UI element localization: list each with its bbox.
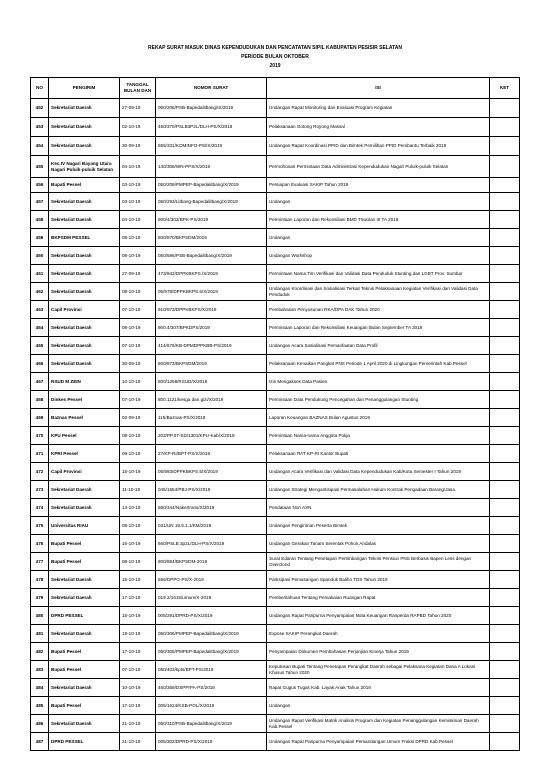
row-no: 453 [31,118,49,137]
table-row [31,193,520,211]
row-isi: Partisipasi Pemasangan Spanduk Baliho TDS Tahun 2019 [267,571,490,589]
row-isi: Pelaksanaan Gotong Royong Massal [267,118,490,137]
row-no: 470 [31,427,49,445]
row-no: 484 [31,679,49,697]
row-tanggal: 08-10-19 [120,247,156,265]
row-ket [490,137,520,156]
row-no: 471 [31,445,49,463]
row-tanggal: 17-10-19 [120,697,156,715]
row-tanggal: 27-09-19 [120,265,156,283]
table-row [31,283,520,301]
table-row [31,301,520,319]
row-pengirim: BKPSDM PESSEL [49,229,120,247]
row-no: 477 [31,553,49,571]
row-nomor-surat: 05/993/DPPKBKPS.5/X/2019 [156,463,267,481]
row-pengirim: Sekretariat Daerah [49,625,120,643]
row-isi: Persiapan Evaluasi SAKIP Tahun 2019 [267,178,490,193]
row-no: 485 [31,697,49,715]
row-isi: Pelaksanaan Kenaikan Pangkat PNS Periode 1 April 2020 di Lingkungan Pemerintah Kab.Pessel [267,355,490,373]
row-isi: Expose SAKIP Perangkat Daerah [267,625,490,643]
document-period: PERIODE BULAN OKTOBER [241,54,309,60]
row-pengirim: Kec.IV Nagari Bayang Utara Nagari Puluik-puluik Selatan [49,156,120,178]
table-row [31,571,520,589]
row-pengirim: RSUD M ZEIN [49,373,120,391]
row-isi: Undangan Koordinasi dan Sosialisasi Terkait Teknis Pelaksanaan Kegiatan Verifikasi dan Validasi Data Penduduk [267,283,490,301]
row-no: 483 [31,661,49,679]
row-nomor-surat: 045/1554/PBJ-PS/X/2019 [156,481,267,499]
row-pengirim: Sekretariat Daerah [49,211,120,229]
row-isi: Pendataan Non ASN [267,499,490,517]
row-no: 487 [31,733,49,751]
row-ket [490,193,520,211]
row-tanggal: 16-10-19 [120,535,156,553]
row-ket [490,211,520,229]
row-ket [490,517,520,535]
row-pengirim: Dinkes Pessel [49,391,120,409]
row-pengirim: Bupati Pessel [49,178,120,193]
row-no: 469 [31,409,49,427]
table-row [31,589,520,607]
row-nomor-surat: 031/UN 19.5.1.1/KM/2019 [156,517,267,535]
row-isi: Permintaan Laporan dan Rekonsiliasi Keuangan Bulan September TA 2019 [267,319,490,337]
row-no: 486 [31,715,49,733]
table-row [31,535,520,553]
row-ket [490,481,520,499]
row-ket [490,178,520,193]
row-isi: Permintaan Data Pendukung Pencegahan dan Penanggulangan Stunting [267,391,490,409]
row-pengirim: Sekretariat Daerah [49,118,120,137]
row-tanggal: 02-09-19 [120,409,156,427]
row-no: 473 [31,481,49,499]
row-no: 468 [31,391,49,409]
row-isi: Rapat Gugus Tugas Kab. Layak Anak Tahun 2019 [267,679,490,697]
table-row [31,229,520,247]
row-isi: Permintaan Nama Tim Verifikasi dan Validasi Data Penduduk Stunting dan LGBT Prov. Sumbar [267,265,490,283]
row-no: 464 [31,319,49,337]
table-row [31,733,520,751]
row-ket [490,229,520,247]
row-ket [490,571,520,589]
row-no: 452 [31,99,49,118]
table-row [31,427,520,445]
row-no: 456 [31,178,49,193]
row-nomor-surat: 556/DPPO-PS/X-2019 [156,571,267,589]
table-row [31,499,520,517]
row-tanggal: 07-10-19 [120,391,156,409]
table-row [31,643,520,661]
row-no: 475 [31,517,49,535]
row-tanggal: 30-09-19 [120,137,156,156]
row-ket [490,733,520,751]
row-tanggal: 03-10-19 [120,193,156,211]
table-row [31,211,520,229]
row-pengirim: KPRI Pessel [49,445,120,463]
row-no: 474 [31,499,49,517]
row-no: 458 [31,211,49,229]
row-isi: Permintaan Laporan dan Rekonsiliasi BMD Triwulan III TA 2019 [267,211,490,229]
row-isi: Undangan Rapat Monitoring dan Evaluasi Program Kegiatan [267,99,490,118]
row-isi: Pembahasan Penyusunan RKA/DPA DAK Tahun 2020 [267,301,490,319]
row-tanggal: 09-10-19 [120,445,156,463]
row-nomor-surat: 414/678/KB-DPMDPPKBB-PS/2019 [156,337,267,355]
row-pengirim: DPRD PESSEL [49,733,120,751]
row-tanggal: 03-10-19 [120,178,156,193]
row-pengirim: Sekretariat Daerah [49,481,120,499]
row-pengirim: Sekretariat Daerah [49,499,120,517]
row-nomor-surat: 005/291/DPRD-PS/X/2019 [156,607,267,625]
row-isi: Laporan Keuangan BAZNAS Bulan Agustus 2019 [267,409,490,427]
row-isi: Surat Edaran Tentang Penetapan Pertimbangan Teknis Pensiun PNS Berbasis Bapen Less dengan Overclond [267,553,490,571]
table-row [31,607,520,625]
row-isi: Permohonan Permintaan Data Administrasi Kependudukan Nagari Puluik-puluik Selatan [267,156,490,178]
row-tanggal: 02-10-19 [120,118,156,137]
row-tanggal: 27-09-19 [120,99,156,118]
row-tanggal: 04-10-19 [120,211,156,229]
row-isi: Undangan [267,229,490,247]
row-pengirim: Universitas RIAU [49,517,120,535]
table-row [31,463,520,481]
row-tanggal: 07-10-19 [120,301,156,319]
table-row [31,99,520,118]
row-ket [490,391,520,409]
row-no: 481 [31,625,49,643]
row-nomor-surat: 900.4/307/BPKDPS/2019 [156,319,267,337]
row-pengirim: Sekretariat Daerah [49,589,120,607]
row-ket [490,643,520,661]
table-row [31,445,520,463]
row-ket [490,715,520,733]
row-pengirim: Sekretariat Daerah [49,283,120,301]
row-nomor-surat: 005/302/DPRD-PS/X/2019 [156,733,267,751]
row-pengirim: Bupati Pessel [49,535,120,553]
row-pengirim: Sekretariat Daerah [49,247,120,265]
row-no: 476 [31,535,49,553]
row-no: 454 [31,137,49,156]
row-no: 455 [31,156,49,178]
row-ket [490,355,520,373]
row-tanggal: 11-10-19 [120,481,156,499]
row-nomor-surat: 560/344/Nakertrans/X/2019 [156,499,267,517]
row-tanggal: 08-10-19 [120,229,156,247]
header-ket: KET [490,78,520,99]
row-nomor-surat: 910/973/DPPKBKPS/X/2019 [156,301,267,319]
row-pengirim: Sekretariat Daerah [49,99,120,118]
table-row [31,137,520,156]
row-no: 466 [31,355,49,373]
row-isi: Undangan Pengiriman Peserta Bimtek [267,517,490,535]
row-ket [490,697,520,715]
row-nomor-surat: 050/305/PMPEP-Bapedalitbang/X/2019 [156,643,267,661]
row-tanggal: 15-10-19 [120,607,156,625]
row-pengirim: Sekretariat Daerah [49,715,120,733]
row-ket [490,373,520,391]
row-ket [490,265,520,283]
row-ket [490,319,520,337]
document-title: REKAP SURAT MASUK DINAS KEPENDUDUKAN DAN PENCATATAN SIPIL KABUPATEN PESISIR SELATAN [148,45,402,51]
row-tanggal: 08-10-19 [120,283,156,301]
row-isi: Undangan [267,193,490,211]
row-isi: Undangan Strategi Mengantisipasi Permasalahan Hukum Kontrak Pengadaan Barang/Jasa [267,481,490,499]
table-header-row [31,78,520,99]
table-row [31,697,520,715]
row-nomor-surat: 050/403/kpts/BPT-PS/2019 [156,661,267,679]
row-isi: Izin Mengakses Data Pasien [267,373,490,391]
row-tanggal: 08-10-19 [120,553,156,571]
row-tanggal: 07-10-19 [120,337,156,355]
row-ket [490,301,520,319]
row-isi: Pemberitahuan Tentang Pemakaian Ruangan Rapat [267,589,490,607]
table-row [31,553,520,571]
row-isi: Undangan Rapat Paripurna Penyampaian Nota Keuangan Ranperda RAPBD Tahun 2020 [267,607,490,625]
table-row [31,156,520,178]
header-pengirim: PENGIRIM [49,78,120,99]
row-nomor-surat: 27/KP-RI/BPT-PS/X/2019 [156,445,267,463]
row-nomor-surat: 460/370/PSLB3P2L/DLH-PS/X/2019 [156,118,267,137]
table-row [31,178,520,193]
row-tanggal: 08-10-19 [120,427,156,445]
row-nomor-surat: 800/884/BKPSDM-2019 [156,553,267,571]
row-no: 460 [31,247,49,265]
row-no: 462 [31,283,49,301]
row-tanggal: 04-10-19 [120,156,156,178]
row-nomor-surat: 555/331/KOMINFO-PS/IX/2019 [156,137,267,156]
row-pengirim: Sekretariat Daerah [49,571,120,589]
row-pengirim: Capil Provinsi [49,301,120,319]
row-isi: Undangan Acara Verifikasi dan Validasi Data Kependudukan Kab/Kota Semester I Tahun 2019 [267,463,490,481]
row-nomor-surat: 05/978/DPPKBKPS.5/X/2019 [156,283,267,301]
row-tanggal: 21-10-19 [120,715,156,733]
row-nomor-surat: 473/942/DPPKBKPS./X/2019 [156,265,267,283]
row-ket [490,535,520,553]
table-row [31,481,520,499]
header-no: NO [31,78,49,99]
row-ket [490,589,520,607]
row-tanggal: 14-10-19 [120,499,156,517]
row-tanggal: 08-10-19 [120,319,156,337]
row-tanggal: 18-10-19 [120,625,156,643]
table-row [31,661,520,679]
header-tanggal: TANGGAL BULAN DAN [120,78,156,99]
row-isi: Permintaan Nama-nama Anggota Pokja [267,427,490,445]
row-pengirim: Capil Provinsi [49,463,120,481]
row-nomor-surat: 900/4/302/BPK-PS/2019 [156,211,267,229]
row-pengirim: Sekretariat Daerah [49,679,120,697]
row-no: 461 [31,265,49,283]
row-tanggal: 15-10-19 [120,571,156,589]
row-isi: Undangan Workshop [267,247,490,265]
row-ket [490,156,520,178]
row-no: 482 [31,643,49,661]
row-ket [490,445,520,463]
table-row [31,265,520,283]
row-isi: Penyampaian Dokumen Pembahasan Perjanjian Kinerja Tahun 2019 [267,643,490,661]
row-ket [490,625,520,643]
row-no: 480 [31,607,49,625]
row-no: 463 [31,301,49,319]
row-tanggal: 15-10-19 [120,463,156,481]
row-nomor-surat: 115/Baznas-PS/X/2019 [156,409,267,427]
row-nomor-surat: 660/PSLB 3p2L/DLH-PS/X/2019 [156,535,267,553]
row-tanggal: 17-10-19 [120,643,156,661]
row-tanggal: 10-10-19 [120,679,156,697]
row-isi: Pelaksanaan RAT KP-RI Kantor Bupati [267,445,490,463]
row-nomor-surat: 460/369/DSPPrPA-PS/2019 [156,679,267,697]
row-ket [490,553,520,571]
row-pengirim: Sekretariat Daerah [49,319,120,337]
row-nomor-surat: 202/PP.07-SD/1301/KPU-Kab/X/2019 [156,427,267,445]
row-no: 479 [31,589,49,607]
row-ket [490,499,520,517]
row-ket [490,679,520,697]
row-pengirim: Sekretariat Daerah [49,193,120,211]
table-row [31,391,520,409]
document-year: 2019 [269,63,281,69]
row-ket [490,99,520,118]
row-no: 465 [31,337,49,355]
row-nomor-surat: 050/306/PMPEP-Bapedalitbang/X/2019 [156,625,267,643]
table-row [31,517,520,535]
row-ket [490,607,520,625]
row-nomor-surat: 050/209/PMPEP-Bapedalitbang/X/2019 [156,178,267,193]
row-ket [490,427,520,445]
letters-table [30,77,520,751]
row-pengirim: DPRD PESSEL [49,607,120,625]
row-pengirim: Sekretariat Daerah [49,137,120,156]
row-pengirim: Bupati Pessel [49,661,120,679]
table-row [31,679,520,697]
row-isi: Undangan Acara Sosialisasi Pemanfaatan Data Profil [267,337,490,355]
row-isi: Undangan Rapat Koordinasi PPID dan Bimtek Pemilihan PPID Pembantu Terbaik 2019 [267,137,490,156]
header-isi: ISI [267,78,490,99]
table-row [31,409,520,427]
row-tanggal: 10-10-19 [120,373,156,391]
row-ket [490,409,520,427]
row-no: 457 [31,193,49,211]
row-nomor-surat: 800/873/BKPSDM/2019 [156,355,267,373]
row-ket [490,247,520,265]
table-row [31,118,520,137]
row-tanggal: 07-10-19 [120,661,156,679]
table-body [31,99,520,751]
table-row [31,247,520,265]
row-isi: Undangan Gerakan Tanam Serentak Pohon Andalas [267,535,490,553]
header-nomor-surat: NOMOR SURAT [156,78,267,99]
table-row [31,715,520,733]
row-nomor-surat: 800.1121/kesga dan gizi/X/2019 [156,391,267,409]
table-row [31,373,520,391]
row-nomor-surat: 050/596/PSB-Bapedalitbang/X/2019 [156,247,267,265]
row-tanggal: 08-10-19 [120,517,156,535]
table-row [31,355,520,373]
row-tanggal: 30-09-19 [120,355,156,373]
row-tanggal: 17-10-19 [120,589,156,607]
row-no: 472 [31,463,49,481]
row-ket [490,283,520,301]
row-nomor-surat: 050/293/Litbang-Bapedalitbang/X/2019 [156,193,267,211]
row-ket [490,118,520,137]
row-pengirim: KPU Pessel [49,427,120,445]
row-ket [490,661,520,679]
row-isi: Keputusan Bupati Tentang Penetapan Perangkat Daerah sebagai Pelaksana Kegiatan Dana A Lokasi Khusus Tahun 2020 [267,661,490,679]
row-nomor-surat: 800/1268/RSUD/X/2019 [156,373,267,391]
row-nomor-surat: 140/306/WN-PPS/X/2019 [156,156,267,178]
row-pengirim: Sekretariat Daerah [49,355,120,373]
row-isi: Undangan Rapat Paripurna Penyampaian Pemandangan Umum Fraksi DPRD Kab.Pessel [267,733,490,751]
row-ket [490,463,520,481]
row-no: 459 [31,229,49,247]
row-nomor-surat: 005/1624/KSB-POL/X/2019 [156,697,267,715]
row-nomor-surat: 800/870/BKPSDM/2019 [156,229,267,247]
row-pengirim: Bupati Pessel [49,553,120,571]
row-isi: Undangan [267,697,490,715]
row-tanggal: 21-10-19 [120,733,156,751]
table-row [31,625,520,643]
row-pengirim: Baznas Pessel [49,409,120,427]
row-nomor-surat: 050/310/PSB-Bapedalitbang/X/2019 [156,715,267,733]
row-ket [490,337,520,355]
row-no: 478 [31,571,49,589]
table-row [31,337,520,355]
row-nomor-surat: 019.2/1615/umum/X-2019 [156,589,267,607]
table-row [31,319,520,337]
row-nomor-surat: 050/206/PSB-Bapedalitbang/IX/2019 [156,99,267,118]
row-isi: Undangan Rapat Verifikasi Matrik Analisis Program dan Kegiatan Penanggulangan Kemiskinan Daerah Kab.Pessel [267,715,490,733]
row-pengirim: Bupati Pessel [49,697,120,715]
row-no: 467 [31,373,49,391]
row-pengirim: Sekretariat Daerah [49,265,120,283]
row-pengirim: Sekretariat Daerah [49,337,120,355]
row-pengirim: Bupati Pessel [49,643,120,661]
